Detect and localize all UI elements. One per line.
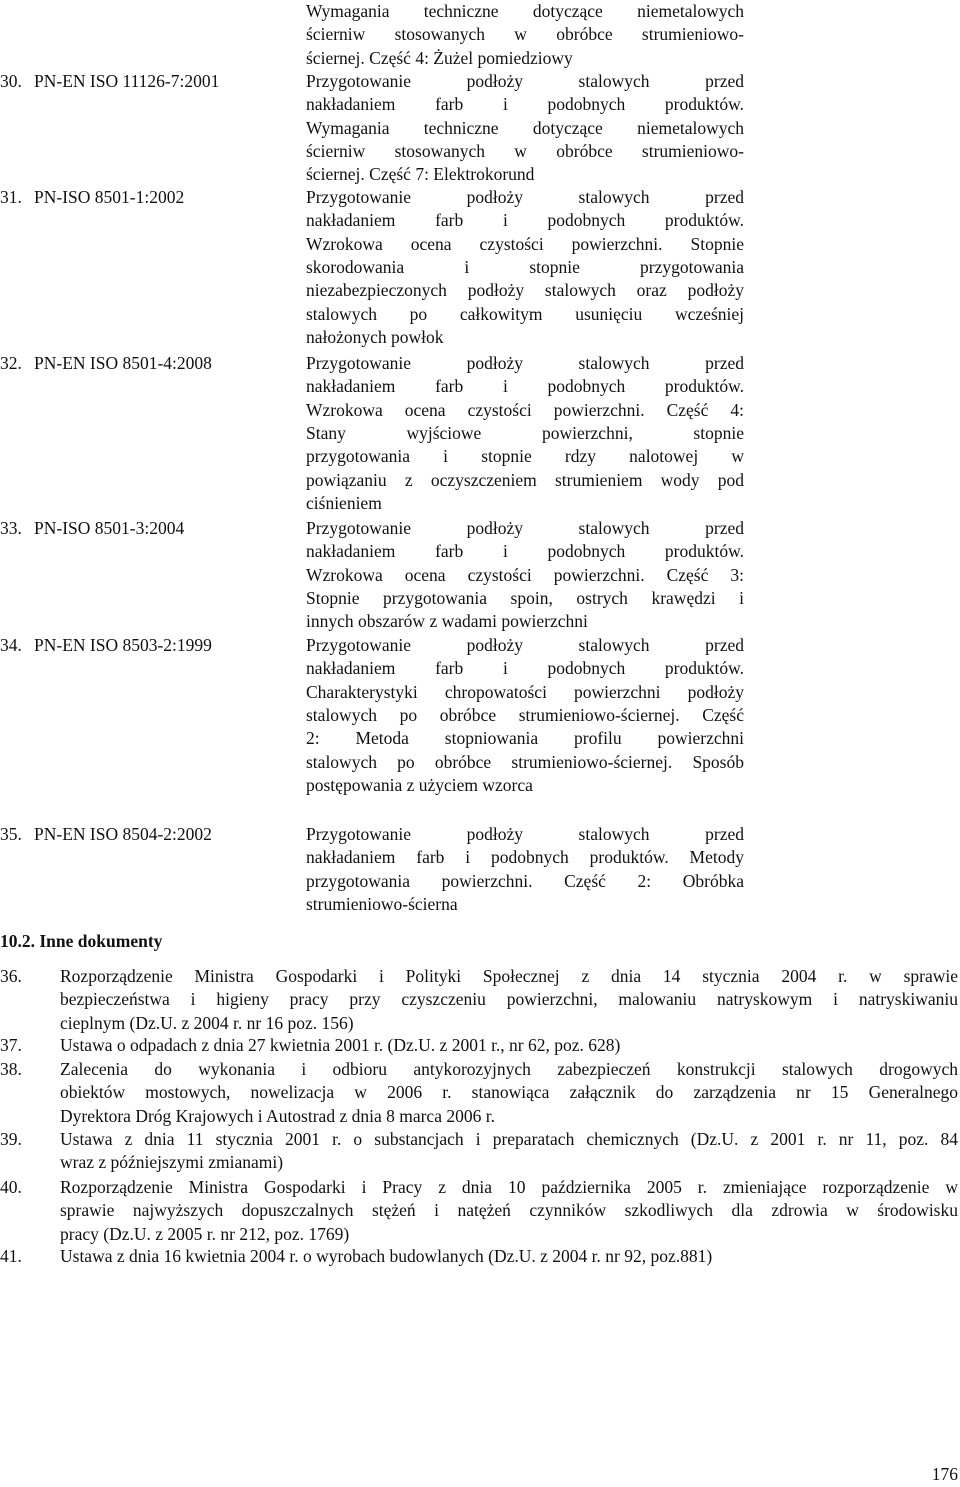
standard-description-line: ciśnieniem [306, 492, 382, 513]
document-text-line: sprawie najwyższych dopuszczalnych stężeń i natężeń czynników szkodliwych dla zdrowia w środowisku [60, 1200, 958, 1221]
item-number: 33. [0, 518, 22, 538]
standard-description-line: ściernej. Część 7: Elektrokorund [306, 164, 535, 185]
standard-description-line: Przygotowanie podłoży stalowych przed [306, 635, 744, 655]
standard-description-line: przygotowania i stopnie rdzy nalotowej w [306, 446, 744, 467]
standard-code: PN-ISO 8501-3:2004 [34, 518, 185, 538]
standard-description-line: 2: Metoda stopniowania profilu powierzchni [306, 728, 744, 749]
document-number: 40. [0, 1177, 22, 1197]
standard-description-line: Charakterystyki chropowatości powierzchni podłoży [306, 681, 744, 702]
standard-description-line: stalowych po obróbce strumieniowo-ściernej. Część [306, 704, 744, 725]
document-number: 41. [0, 1246, 22, 1266]
standard-description-line: ścierniw stosowanych w obróbce strumieniowo- [306, 24, 744, 45]
document-text-line: Rozporządzenie Ministra Gospodarki i Polityki Społecznej z dnia 14 stycznia 2004 r. w sprawie [60, 966, 958, 986]
standard-description-line: Wzrokowa ocena czystości powierzchni. Część 3: [306, 564, 744, 585]
standard-description-line: Wymagania techniczne dotyczące niemetalowych [306, 1, 744, 21]
item-number: 35. [0, 824, 22, 844]
standard-code: PN-EN ISO 8504-2:2002 [34, 824, 212, 844]
standard-code: PN-EN ISO 8503-2:1999 [34, 635, 212, 655]
standard-description-line: Wzrokowa ocena czystości powierzchni. Stopnie [306, 233, 744, 254]
standard-description-line: Przygotowanie podłoży stalowych przed [306, 71, 744, 91]
standard-description-line: innych obszarów z wadami powierzchni [306, 611, 588, 632]
document-text-line: Zalecenia do wykonania i odbioru antykorozyjnych zabezpieczeń konstrukcji stalowych drogowych [60, 1059, 958, 1079]
document-number: 36. [0, 966, 22, 986]
document-text-line: Ustawa o odpadach z dnia 27 kwietnia 2001 r. (Dz.U. z 2001 r., nr 62, poz. 628) [60, 1035, 621, 1055]
standard-description-line: nakładaniem farb i podobnych produktów. [306, 210, 744, 231]
standard-description-line: stalowych po obróbce strumieniowo-ściernej. Sposób [306, 751, 744, 772]
standard-description-line: Przygotowanie podłoży stalowych przed [306, 518, 744, 538]
item-number: 32. [0, 353, 22, 373]
document-number: 38. [0, 1059, 22, 1079]
document-text-line: Ustawa z dnia 16 kwietnia 2004 r. o wyrobach budowlanych (Dz.U. z 2004 r. nr 92, poz.881) [60, 1246, 713, 1266]
document-text-line: pracy (Dz.U. z 2005 r. nr 212, poz. 1769) [60, 1223, 350, 1244]
standard-description-line: ściernej. Część 4: Żużel pomiedziowy [306, 47, 573, 68]
standard-description-line: nakładaniem farb i podobnych produktów. Metody [306, 847, 744, 868]
standard-code: PN-EN ISO 11126-7:2001 [34, 71, 220, 91]
document-text-line: cieplnym (Dz.U. z 2004 r. nr 16 poz. 156) [60, 1012, 354, 1033]
document-text-line: Rozporządzenie Ministra Gospodarki i Pracy z dnia 10 października 2005 r. zmieniające rozporządzenie w [60, 1177, 958, 1197]
standard-description-line: postępowania z użyciem wzorca [306, 774, 533, 795]
standard-description-line: nakładaniem farb i podobnych produktów. [306, 658, 744, 679]
standard-description-line: Wymagania techniczne dotyczące niemetalowych [306, 117, 744, 138]
standard-description-line: strumieniowo-ścierna [306, 893, 458, 914]
standard-description-line: powiązaniu z oczyszczeniem strumieniem wody pod [306, 469, 744, 490]
document-text-line: obiektów mostowych, nowelizacja w 2006 r. stanowiąca załącznik do zarządzenia nr 15 Generalnego [60, 1082, 958, 1103]
document-text-line: Dyrektora Dróg Krajowych i Autostrad z dnia 8 marca 2006 r. [60, 1105, 495, 1126]
document-text-line: Ustawa z dnia 11 stycznia 2001 r. o substancjach i preparatach chemicznych (Dz.U. z 2001 r. nr 11, poz. 84 [60, 1129, 958, 1149]
document-text-line: wraz z późniejszymi zmianami) [60, 1152, 284, 1173]
standard-description-line: Stopnie przygotowania spoin, ostrych krawędzi i [306, 587, 744, 608]
standard-code: PN-EN ISO 8501-4:2008 [34, 353, 212, 373]
standard-description-line: stalowych po całkowitym usunięciu wcześniej [306, 303, 744, 324]
standard-description-line: Przygotowanie podłoży stalowych przed [306, 353, 744, 373]
standard-code: PN-ISO 8501-1:2002 [34, 187, 185, 207]
standard-description-line: Wzrokowa ocena czystości powierzchni. Część 4: [306, 399, 744, 420]
standard-description-line: Stany wyjściowe powierzchni, stopnie [306, 422, 744, 443]
standard-description-line: niezabezpieczonych podłoży stalowych oraz podłoży [306, 280, 744, 301]
document-number: 39. [0, 1129, 22, 1149]
section-heading: 10.2. Inne dokumenty [0, 931, 163, 951]
standard-description-line: Przygotowanie podłoży stalowych przed [306, 187, 744, 207]
standard-description-line: nakładaniem farb i podobnych produktów. [306, 376, 744, 397]
standard-description-line: nakładaniem farb i podobnych produktów. [306, 541, 744, 562]
standard-description-line: nałożonych powłok [306, 326, 444, 347]
standard-description-line: skorodowania i stopnie przygotowania [306, 256, 744, 277]
document-text-line: bezpieczeństwa i higieny pracy przy czyszczeniu powierzchni, malowaniu natryskowym i natryskiwaniu [60, 989, 958, 1010]
standard-description-line: przygotowania powierzchni. Część 2: Obróbka [306, 870, 744, 891]
standard-description-line: ścierniw stosowanych w obróbce strumieniowo- [306, 140, 744, 161]
item-number: 31. [0, 187, 22, 207]
standard-description-line: Przygotowanie podłoży stalowych przed [306, 824, 744, 844]
item-number: 34. [0, 635, 22, 655]
document-number: 37. [0, 1035, 22, 1055]
page-number: 176 [931, 1464, 958, 1484]
item-number: 30. [0, 71, 22, 91]
standard-description-line: nakładaniem farb i podobnych produktów. [306, 94, 744, 115]
